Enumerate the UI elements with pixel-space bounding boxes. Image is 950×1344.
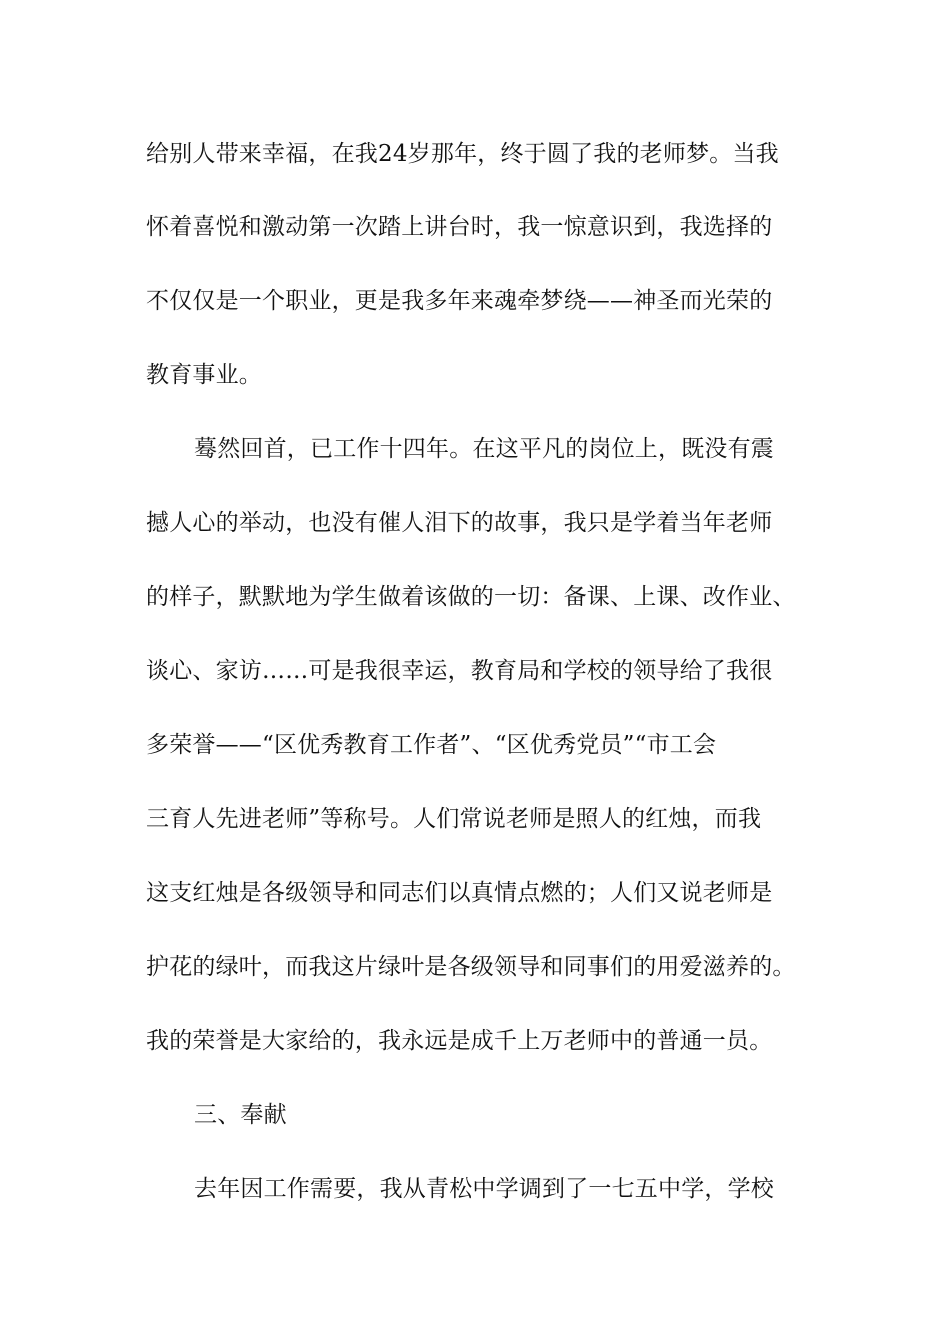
paragraph-start-line-2: 去年因工作需要，我从青松中学调到了一七五中学，学校 (194, 1176, 774, 1202)
text-line-6: 撼人心的举动，也没有催人泪下的故事，我只是学着当年老师 (146, 510, 773, 536)
text-line-7: 的样子，默默地为学生做着该做的一切：备课、上课、改作业、 (146, 584, 796, 610)
text-line-3: 不仅仅是一个职业，更是我多年来魂牵梦绕——神圣而光荣的 (146, 288, 773, 314)
text-line-8: 谈心、家访……可是我很幸运，教育局和学校的领导给了我很 (146, 658, 773, 684)
text-line-1: 给别人带来幸福，在我24岁那年，终于圆了我的老师梦。当我 (146, 141, 779, 167)
paragraph-start-line: 蓦然回首，已工作十四年。在这平凡的岗位上，既没有震 (194, 436, 774, 462)
text-line-10: 三育人先进老师”等称号。人们常说老师是照人的红烛，而我 (146, 806, 762, 832)
section-heading: 三、奉献 (194, 1102, 287, 1128)
text-line-9: 多荣誉——“区优秀教育工作者”、“区优秀党员”“市工会 (146, 732, 717, 758)
text-line-11: 这支红烛是各级领导和同志们以真情点燃的；人们又说老师是 (146, 880, 773, 906)
text-line-13: 我的荣誉是大家给的，我永远是成千上万老师中的普通一员。 (146, 1028, 773, 1054)
text-line-4: 教育事业。 (146, 362, 262, 388)
text-line-2: 怀着喜悦和激动第一次踏上讲台时，我一惊意识到，我选择的 (146, 214, 773, 240)
text-line-12: 护花的绿叶，而我这片绿叶是各级领导和同事们的用爱滋养的。 (146, 954, 796, 980)
